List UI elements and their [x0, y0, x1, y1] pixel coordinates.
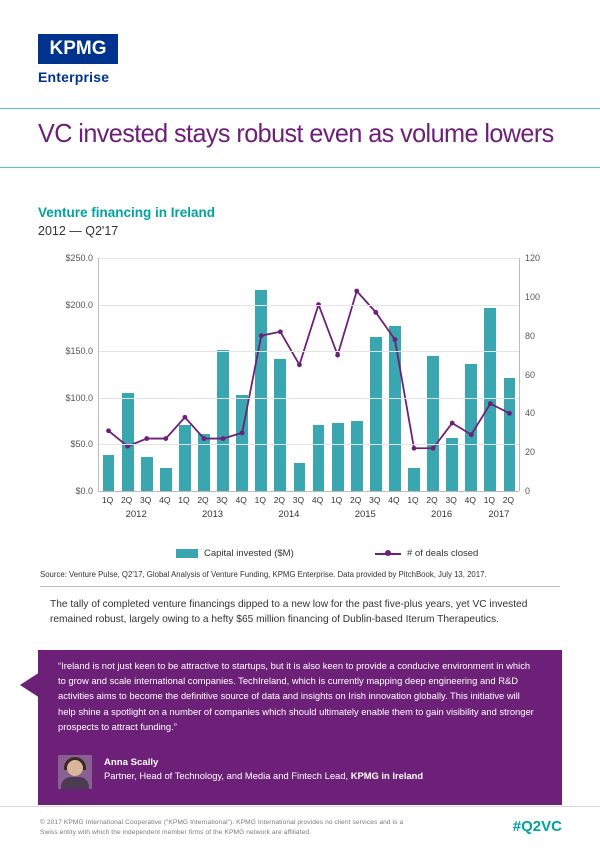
chart-y-tick-left: $250.0 — [65, 253, 93, 263]
chart-line-marker — [240, 430, 245, 435]
chart-line-marker — [297, 362, 302, 367]
chart-line-marker — [221, 436, 226, 441]
legend-line-swatch — [375, 549, 401, 558]
chart-year-label: 2012 — [125, 509, 147, 520]
chart-year-label: 2013 — [201, 509, 224, 520]
chart-x-tick-label: 1Q — [178, 495, 190, 505]
chart-x-tick-label: 1Q — [483, 495, 496, 505]
chart-line-marker — [278, 329, 283, 334]
chart-y-tick-right: 20 — [525, 447, 536, 458]
quote-role-prefix: Partner, Head of Technology, and Media and Fintech Lead, — [104, 770, 351, 781]
chart-line-marker — [354, 289, 359, 294]
legend-item-deals — [375, 548, 478, 559]
legend-line-label: # of deals closed — [407, 548, 479, 559]
chart-y-tick-right: 80 — [525, 330, 536, 341]
chart-year-label: 2017 — [488, 509, 510, 520]
chart-x-tick-label: 3Q — [140, 495, 152, 505]
chart-line-marker — [488, 401, 493, 406]
kpmg-logo-block — [38, 34, 118, 85]
chart-line-marker — [507, 411, 512, 416]
chart-x-tick-label: 2Q — [120, 495, 133, 505]
chart-year-label: 2014 — [278, 509, 300, 520]
chart-x-tick-label: 4Q — [235, 495, 247, 505]
chart-legend — [98, 548, 558, 564]
chart-line-marker — [144, 436, 149, 441]
kpmg-logo-icon — [38, 34, 118, 64]
divider-top — [0, 108, 600, 109]
legend-bar-swatch — [176, 549, 198, 558]
chart-gridline — [99, 398, 519, 399]
chart-x-tick-label: 2Q — [426, 495, 438, 505]
chart-gridline — [99, 444, 519, 445]
legend-item-capital — [176, 548, 294, 559]
chart-line-marker — [259, 333, 264, 338]
chart-line-marker — [373, 310, 378, 315]
chart-y-tick-right: 120 — [525, 253, 541, 263]
chart-y-tick-left: $150.0 — [65, 346, 93, 357]
chart-x-tick-label: 3Q — [445, 495, 457, 505]
chart-right-axis — [519, 258, 520, 491]
quote-author: Anna Scally — [104, 757, 159, 768]
chart-x-tick-label: 4Q — [159, 495, 171, 505]
chart-line-path — [109, 291, 510, 448]
quote-role-company: KPMG in Ireland — [350, 770, 424, 781]
legend-bar-label: Capital invested ($M) — [204, 548, 294, 559]
page-title: VC invested stays robust even as volume lowers — [38, 118, 554, 148]
kpmg-logo-subtitle: Enterprise — [38, 69, 110, 85]
chart-source-note: Source: Venture Pulse, Q2'17, Global Analysis of Venture Funding, KPMG Enterprise. Data provided by PitchBook, July 13, 2017. — [40, 570, 487, 579]
avatar — [58, 755, 92, 789]
chart-x-tick-label: 1Q — [101, 495, 114, 505]
chart-container — [38, 248, 562, 559]
chart-line-marker — [393, 337, 398, 342]
footer-hashtag: #Q2VC — [512, 818, 562, 835]
chart-line-marker — [335, 353, 340, 358]
chart-x-tick-label: 1Q — [254, 495, 266, 505]
chart-x-tick-label: 2Q — [197, 495, 209, 505]
chart-y-tick-right: 100 — [525, 291, 541, 302]
chart-gridline — [99, 305, 519, 306]
chart-x-tick-label: 2Q — [502, 495, 515, 505]
avatar-body — [61, 777, 89, 789]
chart-line-marker — [202, 436, 207, 441]
chart-x-tick-label: 3Q — [369, 495, 381, 505]
chart-title: Venture financing in Ireland — [38, 205, 216, 220]
chart-y-tick-left: $50.0 — [70, 439, 93, 450]
avatar-face — [67, 760, 83, 776]
quote-author-role — [104, 770, 423, 781]
chart-line-marker — [450, 421, 455, 426]
chart-y-tick-left: $0.0 — [75, 486, 93, 496]
chart-year-label: 2016 — [431, 509, 453, 520]
chart-line-marker — [183, 415, 188, 420]
chart-x-tick-label: 3Q — [292, 495, 305, 505]
quote-pointer — [20, 672, 40, 698]
chart-year-labels — [98, 509, 518, 523]
chart-line-marker — [431, 446, 436, 451]
chart-year-label: 2015 — [354, 509, 376, 520]
chart-x-tick-label: 2Q — [350, 495, 362, 505]
footer-copyright: © 2017 KPMG International Cooperative (“KPMG International”). KPMG International provides no client services and is a Swiss entity with which the independent member firms of the KPMG network are affiliated. — [40, 819, 404, 836]
chart-y-tick-right: 0 — [525, 486, 531, 496]
chart-x-tick-label: 3Q — [216, 495, 228, 505]
chart-subtitle: 2012 — Q2'17 — [38, 224, 119, 238]
commentary-text: The tally of completed venture financings dipped to a new low for the past five-plus years, yet VC invested remained robust, largely owing to a hefty $65 million financing of Dublin-based Iterum Therapeutics. — [50, 599, 528, 625]
chart-x-tick-label: 1Q — [330, 495, 343, 505]
chart-x-tick-label: 4Q — [464, 495, 476, 505]
chart-line-marker — [106, 428, 111, 433]
kpmg-logo-text: KPMG — [49, 38, 107, 59]
chart-x-tick-label: 4Q — [388, 495, 400, 505]
chart-line-marker — [469, 432, 474, 437]
chart-gridline — [99, 351, 519, 352]
chart-x-tick-label: 4Q — [311, 495, 324, 505]
chart-x-tick-label: 2Q — [273, 495, 286, 505]
chart-plot-area — [65, 253, 541, 496]
chart-line-marker — [412, 446, 417, 451]
chart-y-tick-left: $100.0 — [65, 392, 93, 403]
chart-line-marker — [163, 436, 168, 441]
chart-y-tick-left: $200.0 — [65, 299, 93, 310]
divider-under-title — [0, 167, 600, 168]
chart-gridline — [99, 258, 519, 259]
chart-y-tick-right: 40 — [525, 408, 536, 419]
chart-line-layer — [99, 258, 519, 491]
divider-source — [40, 586, 560, 587]
chart-x-tick-labels — [98, 495, 518, 509]
chart-y-tick-right: 60 — [525, 369, 536, 380]
quote-text: “Ireland is not just keen to be attractive to startups, but it is also keen to provide a conducive environment in which to grow and scale international companies. TechIreland, which is currently mapping deep engineering and R&D activities aims to become the definitive source of data and insights on Irish innovation globally. This initiative will help shine a spotlight on a number of companies which should ultimately enable them to gain visibility and stronger prospects to attract funding.” — [58, 660, 534, 732]
divider-footer — [0, 806, 600, 807]
chart-x-tick-label: 1Q — [407, 495, 419, 505]
